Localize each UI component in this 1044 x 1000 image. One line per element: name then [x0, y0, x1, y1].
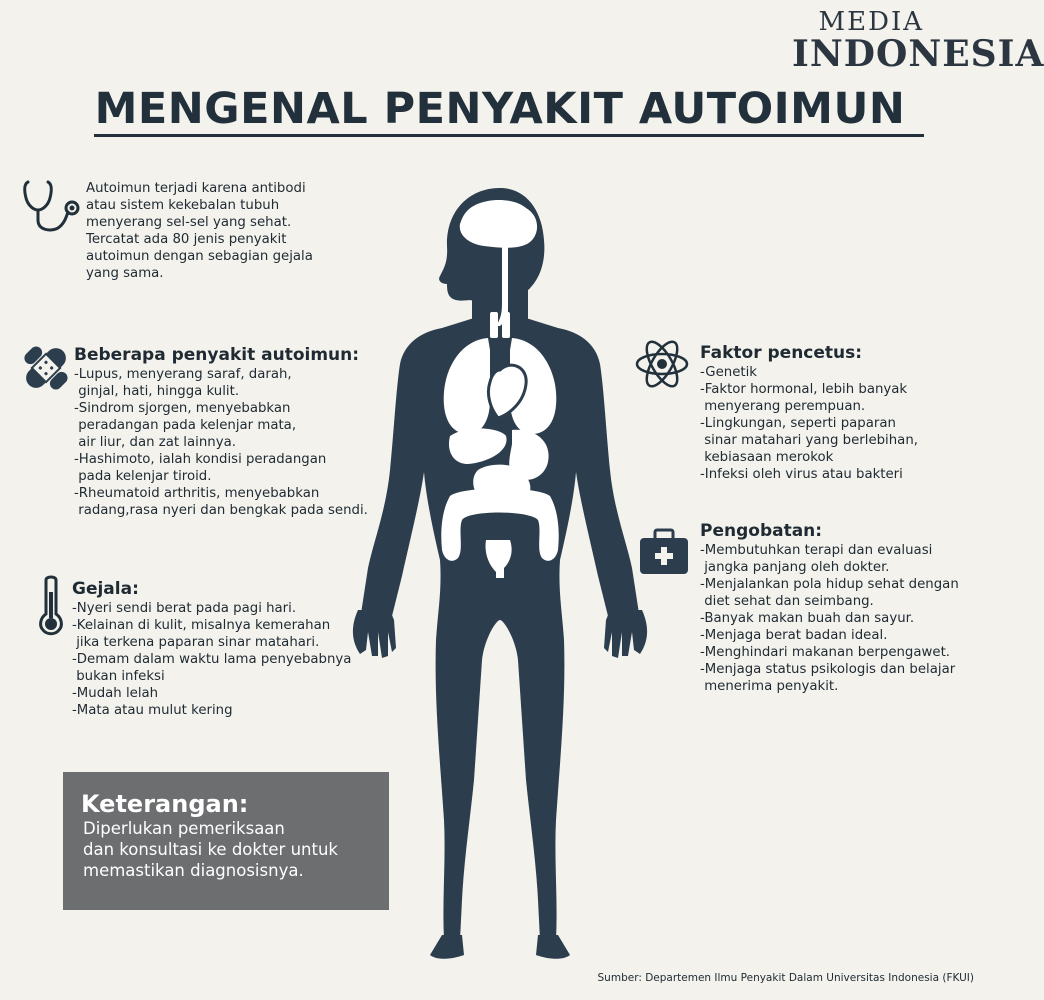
list-item: -Infeksi oleh virus atau bakteri	[700, 467, 903, 482]
stethoscope-icon	[20, 176, 82, 236]
list-item: -Menjalankan pola hidup sehat dengan	[700, 577, 959, 592]
intro-line: atau sistem kekebalan tubuh	[86, 198, 280, 213]
list-item: jika terkena paparan sinar matahari.	[72, 635, 320, 650]
page-title: MENGENAL PENYAKIT AUTOIMUN	[94, 84, 906, 134]
list-item: sinar matahari yang berlebihan,	[700, 433, 918, 448]
list-item: air liur, dan zat lainnya.	[74, 435, 236, 450]
list-item: -Menghindari makanan berpengawet.	[700, 645, 951, 660]
list-item: kebiasaan merokok	[700, 450, 834, 465]
list-item: ginjal, hati, hingga kulit.	[74, 384, 240, 399]
intro-text	[86, 180, 356, 282]
list-item: jangka panjang oleh dokter.	[700, 560, 890, 575]
note-line: dan konsultasi ke dokter untuk	[83, 840, 338, 859]
treatment-section	[700, 520, 990, 695]
intro-line: menyerang sel-sel yang sehat.	[86, 215, 292, 230]
logo-line1: MEDIA	[818, 7, 924, 37]
list-item: -Nyeri sendi berat pada pagi hari.	[72, 601, 297, 616]
list-item: -Genetik	[700, 365, 757, 380]
diseases-heading: Beberapa penyakit autoimun:	[74, 345, 360, 365]
list-item: -Demam dalam waktu lama penyebabnya	[72, 652, 352, 667]
list-item: diet sehat dan seimbang.	[700, 594, 874, 609]
list-item: -Hashimoto, ialah kondisi peradangan	[74, 452, 327, 467]
title-divider	[94, 134, 924, 137]
human-body-figure	[350, 180, 650, 965]
list-item: -Rheumatoid arthritis, menyebabkan	[74, 486, 320, 501]
list-item: -Menjaga status psikologis dan belajar	[700, 662, 956, 677]
note-line: memastikan diagnosisnya.	[83, 861, 304, 880]
list-item: -Lupus, menyerang saraf, darah,	[74, 367, 292, 382]
list-item: -Menjaga berat badan ideal.	[700, 628, 888, 643]
list-item: -Mata atau mulut kering	[72, 703, 233, 718]
list-item: radang,rasa nyeri dan bengkak pada sendi.	[74, 503, 368, 518]
list-item: -Mudah lelah	[72, 686, 159, 701]
thermometer-icon	[36, 574, 66, 636]
list-item: -Lingkungan, seperti paparan	[700, 416, 896, 431]
triggers-heading: Faktor pencetus:	[700, 343, 863, 363]
list-item: pada kelenjar tiroid.	[74, 469, 212, 484]
list-item: -Faktor hormonal, lebih banyak	[700, 382, 908, 397]
medical-kit-icon	[638, 528, 690, 576]
list-item: -Sindrom sjorgen, menyebabkan	[74, 401, 291, 416]
intro-line: yang sama.	[86, 266, 164, 281]
bandage-icon	[20, 342, 72, 394]
treatment-heading: Pengobatan:	[700, 521, 823, 541]
logo-line2: INDONESIA	[792, 33, 1044, 75]
intro-line: Autoimun terjadi karena antibodi	[86, 181, 306, 196]
list-item: -Kelainan di kulit, misalnya kemerahan	[72, 618, 331, 633]
diseases-section	[74, 344, 384, 519]
list-item: -Membutuhkan terapi dan evaluasi	[700, 543, 933, 558]
symptoms-heading: Gejala:	[72, 579, 139, 599]
list-item: peradangan pada kelenjar mata,	[74, 418, 297, 433]
intro-line: autoimun dengan sebagian gejala	[86, 249, 313, 264]
intro-line: Tercatat ada 80 jenis penyakit	[86, 232, 287, 247]
note-heading: Keterangan:	[81, 790, 249, 818]
note-line: Diperlukan pemeriksaan	[83, 819, 285, 838]
source-credit: Sumber: Departemen Ilmu Penyakit Dalam Universitas Indonesia (FKUI)	[597, 972, 974, 984]
symptoms-section	[72, 578, 372, 719]
atom-icon	[634, 336, 690, 392]
list-item: -Banyak makan buah dan sayur.	[700, 611, 915, 626]
triggers-section	[700, 342, 980, 483]
media-indonesia-logo	[792, 7, 1044, 75]
list-item: menyerang perempuan.	[700, 399, 866, 414]
note-box	[63, 772, 389, 910]
list-item: bukan infeksi	[72, 669, 165, 684]
list-item: menerima penyakit.	[700, 679, 839, 694]
